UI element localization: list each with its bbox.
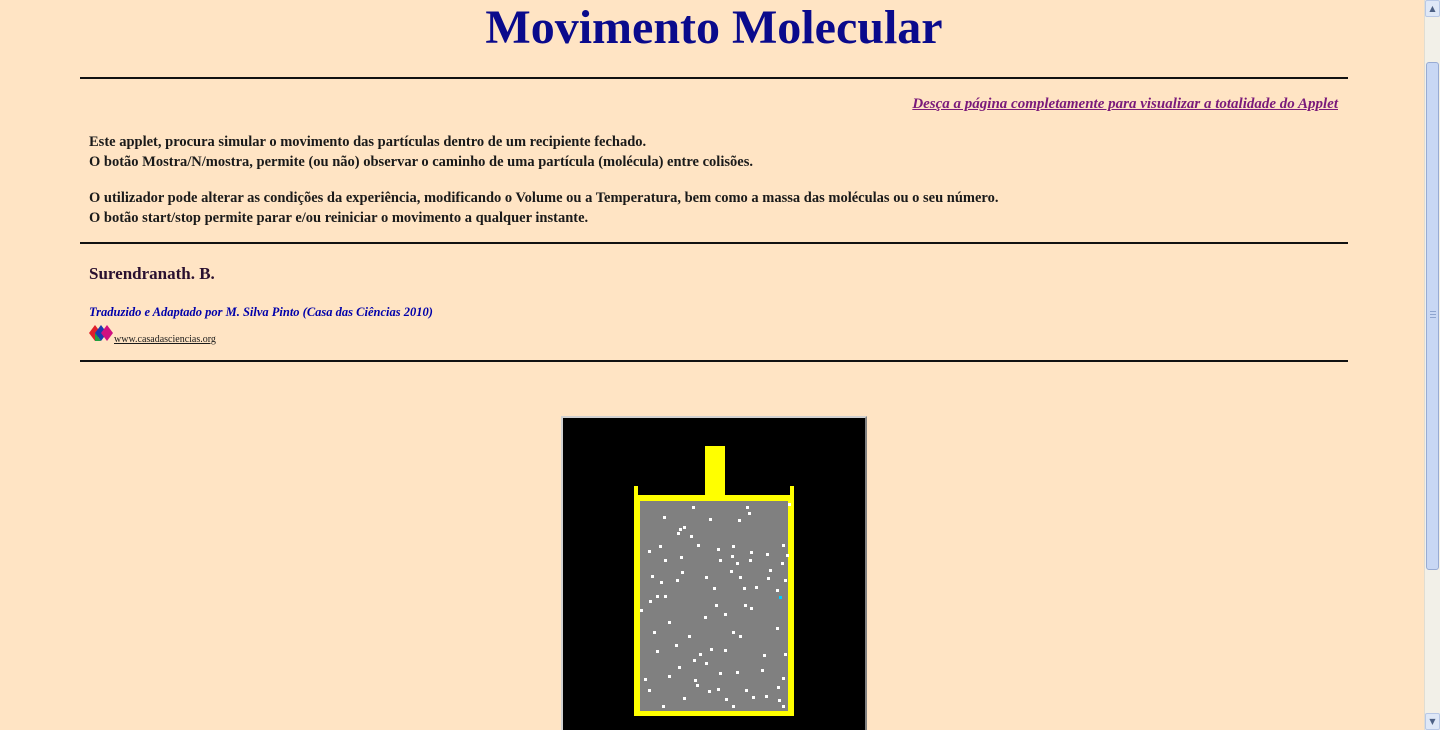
divider-middle <box>80 242 1348 244</box>
instructions-paragraph <box>89 188 998 228</box>
scrollbar-thumb[interactable] <box>1426 62 1439 570</box>
molecular-motion-applet[interactable] <box>561 416 867 730</box>
molecule <box>732 705 735 708</box>
tracked-molecule <box>779 596 782 599</box>
molecule <box>766 553 769 556</box>
molecule <box>710 648 713 651</box>
molecule <box>705 662 708 665</box>
molecule <box>750 551 753 554</box>
scroll-down-button[interactable]: ▼ <box>1425 713 1440 730</box>
molecule <box>660 581 663 584</box>
gas-volume <box>640 501 788 711</box>
molecule <box>776 589 779 592</box>
intro-line-1: Este applet, procura simular o movimento das partículas dentro de um recipiente fechado. <box>89 134 647 150</box>
piston-rod[interactable] <box>705 446 725 498</box>
molecule <box>690 535 693 538</box>
molecule <box>743 587 746 590</box>
molecule <box>761 669 764 672</box>
molecule <box>717 548 720 551</box>
molecule <box>719 672 722 675</box>
page-title: Movimento Molecular <box>485 1 943 54</box>
molecule <box>677 532 680 535</box>
molecule <box>782 677 785 680</box>
molecule <box>704 616 707 619</box>
molecule <box>679 528 682 531</box>
molecule <box>749 559 752 562</box>
molecule <box>683 697 686 700</box>
divider-bottom <box>80 360 1348 362</box>
simulation-canvas <box>563 418 865 730</box>
molecule <box>788 503 791 506</box>
molecule <box>709 518 712 521</box>
molecule <box>748 512 751 515</box>
molecule <box>662 705 665 708</box>
molecule <box>752 696 755 699</box>
molecule <box>776 627 779 630</box>
molecule <box>784 579 787 582</box>
instructions-line-1: O utilizador pode alterar as condições da experiência, modificando o Volume ou a Temperatura, bem como a massa das moléculas ou o seu número. <box>89 190 999 206</box>
molecule <box>745 689 748 692</box>
molecule <box>732 631 735 634</box>
molecule <box>680 556 683 559</box>
molecule <box>767 577 770 580</box>
molecule <box>719 559 722 562</box>
author-name: Surendranath. B. <box>89 264 215 283</box>
molecule <box>692 506 695 509</box>
molecule <box>693 659 696 662</box>
molecule <box>681 571 684 574</box>
molecule <box>649 600 652 603</box>
molecule <box>696 684 699 687</box>
instructions-line-2: O botão start/stop permite parar e/ou reiniciar o movimento a qualquer instante. <box>89 210 589 226</box>
molecule <box>739 576 742 579</box>
molecule <box>750 607 753 610</box>
intro-paragraph <box>89 132 753 172</box>
molecule <box>769 569 772 572</box>
molecule <box>763 654 766 657</box>
intro-line-2: O botão Mostra/N/mostra, permite (ou não) observar o caminho de uma partícula (molécula) entre colisões. <box>89 154 753 170</box>
molecule <box>732 545 735 548</box>
molecule <box>648 550 651 553</box>
molecule <box>731 555 734 558</box>
molecule <box>713 587 716 590</box>
scroll-up-button[interactable]: ▲ <box>1425 0 1440 17</box>
molecule <box>697 544 700 547</box>
molecule <box>715 604 718 607</box>
molecule <box>777 686 780 689</box>
molecule <box>705 576 708 579</box>
molecule <box>755 586 758 589</box>
translation-credit: Traduzido e Adaptado por M. Silva Pinto (Casa das Ciências 2010) <box>89 305 433 319</box>
molecule <box>717 688 720 691</box>
molecule <box>663 516 666 519</box>
casa-das-ciencias-logo-icon <box>89 323 115 343</box>
molecule <box>781 562 784 565</box>
molecule <box>765 695 768 698</box>
molecule <box>699 653 702 656</box>
scroll-notice-link[interactable]: Desça a página completamente para visualizar a totalidade do Applet <box>912 96 1338 112</box>
molecule <box>782 705 785 708</box>
casadasciencias-link[interactable]: www.casadasciencias.org <box>114 334 216 345</box>
molecule <box>782 544 785 547</box>
molecule <box>778 699 781 702</box>
molecule <box>746 506 749 509</box>
molecule <box>730 570 733 573</box>
vertical-scrollbar[interactable] <box>1424 0 1440 730</box>
molecule <box>725 698 728 701</box>
molecule <box>648 689 651 692</box>
molecule <box>786 554 789 557</box>
molecule <box>651 575 654 578</box>
molecule <box>708 690 711 693</box>
container-right-rim <box>790 486 794 500</box>
molecule <box>724 649 727 652</box>
molecule <box>739 635 742 638</box>
molecule <box>644 678 647 681</box>
molecule <box>736 671 739 674</box>
molecule <box>664 559 667 562</box>
molecule <box>675 644 678 647</box>
molecule <box>659 545 662 548</box>
molecule <box>724 613 727 616</box>
molecule <box>744 604 747 607</box>
molecule <box>738 519 741 522</box>
molecule <box>678 666 681 669</box>
molecule <box>664 595 667 598</box>
molecule <box>736 562 739 565</box>
molecule <box>640 609 643 612</box>
molecule <box>688 635 691 638</box>
molecule <box>656 650 659 653</box>
molecule <box>784 653 787 656</box>
molecule <box>668 675 671 678</box>
molecule <box>668 621 671 624</box>
divider-top <box>80 77 1348 79</box>
molecule <box>653 631 656 634</box>
molecule <box>694 679 697 682</box>
molecule <box>656 595 659 598</box>
molecule <box>676 579 679 582</box>
container-left-rim <box>634 486 638 500</box>
molecule <box>683 526 686 529</box>
